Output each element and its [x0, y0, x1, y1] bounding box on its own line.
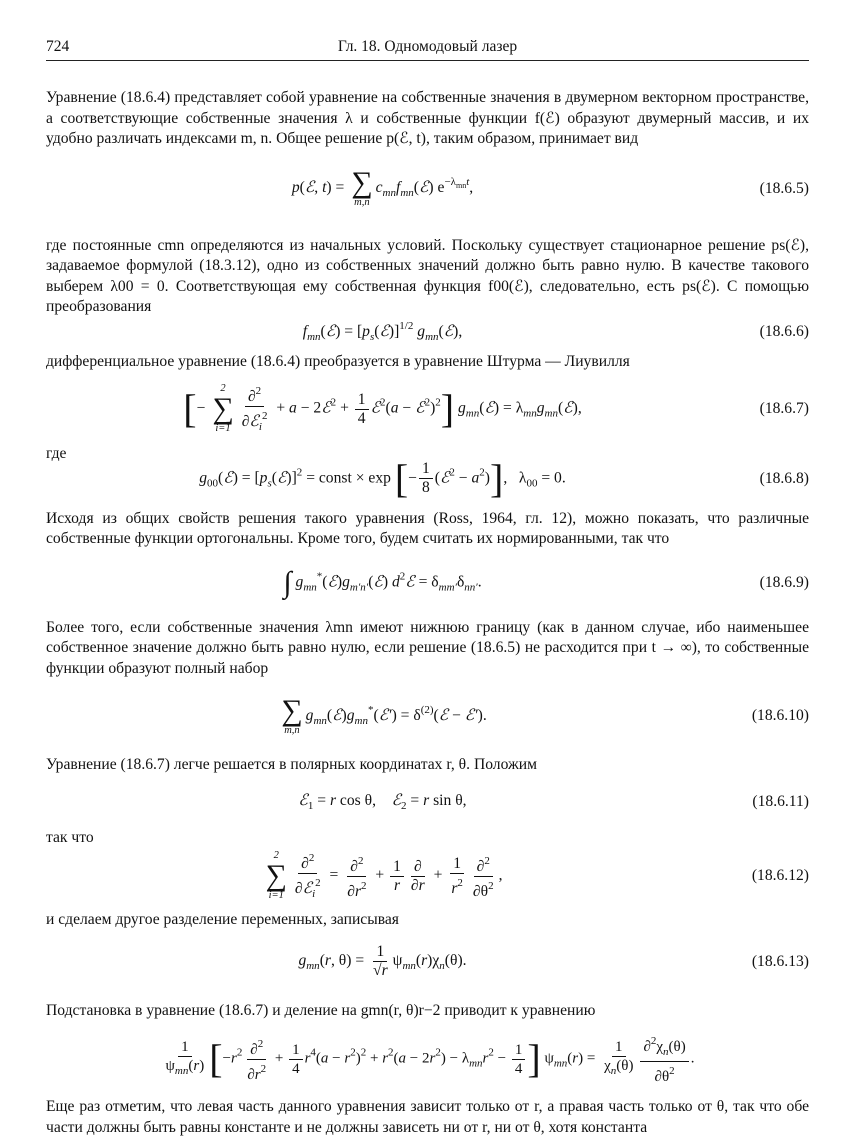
paragraph-5: Исходя из общих свойств решения такого уравнения (Ross, 1964, гл. 12), можно показать, что различные собственные функции ортогональны. Кроме того, будем считать их нормированными, так что	[46, 509, 809, 547]
paragraph-7: Уравнение (18.6.7) легче решается в полярных координатах r, θ. Положим	[46, 756, 537, 773]
paragraph-1: Уравнение (18.6.4) представляет собой уравнение на собственные значения в двумерном векторном пространстве, а соответствующие собственные значения λ и собственные функции f(ℰ) образуют двумерный массив, и их удобно различать индексами m, n. Общее решение p(ℰ, t), таким образом, принимает вид	[46, 89, 809, 147]
running-header	[46, 38, 809, 61]
equation-18-6-5: p(ℰ, t) = ∑ m,n $c_{mn}f_{mn}(ℰ)$ $e^{-\lambda_{mn}t}$, (18.6.5)	[291, 166, 809, 209]
paragraph-8: так что	[46, 828, 94, 846]
paragraph-9: и сделаем другое разделение переменных, записывая	[46, 911, 399, 928]
equation-number: (18.6.11)	[752, 792, 809, 810]
page-number: 724	[46, 38, 70, 55]
equation-unnumbered: $\frac{1}{\psi_{mn}(r)}$ [$-r^2$ $\frac{\partial^2}{\partial r^2}$ + $\frac{1}{4}$ $r^4(a - r^2)^2 + r^2(a - 2r^2) - \lambda_{mn}r^2$ − $\frac{1}{4}$ ] $\psi_{mn}(r)$ = $\frac{1}{\chi_n(\theta)}$ $\frac{\partial^2\chi_n(\theta)}{\partial\theta^2}$ .	[46, 1031, 809, 1087]
paragraph-2: где постоянные cmn определяются из начальных условий. Поскольку существует стационарное решение ps(ℰ), задаваемое формулой (18.3.12), одно из собственных значений должно быть равно нулю. В качестве такового выберем λ00 = 0. Соответствующая ему собственная функция f00(ℰ), следовательно, есть ps(ℰ). С помощью преобразования	[46, 236, 809, 315]
equation-18-6-7: [− 2 ∑ i=1 $\frac{\partial^2}{\partial ℰ_i^2}$ + a − 2ℰ$^2$ + $\frac{1}{4}$ ℰ$^2$(a − ℰ$^2$)$^2$] $g_{mn}(ℰ)$ = $\lambda_{mn}g_{mn}(ℰ)$, (18.6.7)	[183, 382, 809, 434]
equation-number: (18.6.12)	[751, 867, 809, 884]
paragraph-10: Подстановка в уравнение (18.6.7) и деление на gmn(r, θ)r−2 приводит к уравнению	[46, 1001, 596, 1019]
equation-18-6-12: 2 ∑ i=1 $\frac{\partial^2}{\partial ℰ_i^2}$ = $\frac{\partial^2}{\partial r^2}$ + $\frac{1}{r}$ $\frac{\partial}{\partial r}$ + $\frac{1}{r^2}$ $\frac{\partial^2}{\partial\theta^2}$ , (18.6.12)	[265, 849, 809, 901]
equation-18-6-9: ∫ $g_{mn}^*(ℰ)g_{m'n'}(ℰ)$ $d^2ℰ = \delta_{mm'}\delta_{nn'}$. (18.6.9)	[283, 565, 809, 599]
equation-number: (18.6.5)	[759, 179, 809, 197]
equation-18-6-10: ∑ m,n $g_{mn}(ℰ)g_{mn}^*(ℰ')$ = $\delta^{(2)}(ℰ$ − ℰ′). (18.6.10)	[281, 693, 809, 736]
equation-18-6-6: $f_{mn}(ℰ)$ = $[p_s(ℰ)]^{1/2}$ $g_{mn}(ℰ)$, (18.6.6)	[302, 320, 809, 343]
equation-number: (18.6.7)	[759, 400, 809, 417]
equation-number: (18.6.10)	[751, 707, 809, 724]
paragraph-11: Еще раз отметим, что левая часть данного уравнения зависит только от r, а правая часть только от θ, так что обе части должны быть равны константе и не должны зависеть ни от r, ни от θ, хотя константа	[46, 1098, 809, 1136]
equation-number: (18.6.6)	[759, 322, 809, 340]
chapter-title: Гл. 18. Одномодовый лазер	[337, 38, 518, 55]
equation-number: (18.6.13)	[751, 952, 809, 970]
equation-18-6-13: $g_{mn}(r$, θ) = $\frac{1}{√r}$ $\psi_{mn}(r)\chi_n(\theta)$. (18.6.13)	[298, 943, 809, 979]
paragraph-6: Более того, если собственные значения λmn имеют нижнюю границу (как в данном случае, ибо наименьшее собственное значение должно быть равно нулю, если решение (18.6.5) не расходится при t → ∞), то собственные функции образуют полный набор	[46, 618, 809, 677]
equation-number: (18.6.9)	[759, 573, 809, 591]
page	[46, 38, 809, 1138]
paragraph-3: дифференциальное уравнение (18.6.4) преобразуется в уравнение Штурма — Лиувилля	[46, 352, 630, 370]
equation-18-6-11: ℰ$_1$ = r cos θ, ℰ$_2$ = r sin θ, (18.6.11)	[298, 792, 809, 812]
equation-number: (18.6.8)	[759, 469, 809, 487]
equation-18-6-8: $g_{00}(ℰ)$ = $[p_s(ℰ)]^2$ = const × exp [− $\frac{1}{8}$ (ℰ$^2$ − $a^2$)], $\lambda_{00} = 0$. (18.6.8)	[199, 455, 809, 501]
paragraph-4: где	[46, 445, 67, 462]
